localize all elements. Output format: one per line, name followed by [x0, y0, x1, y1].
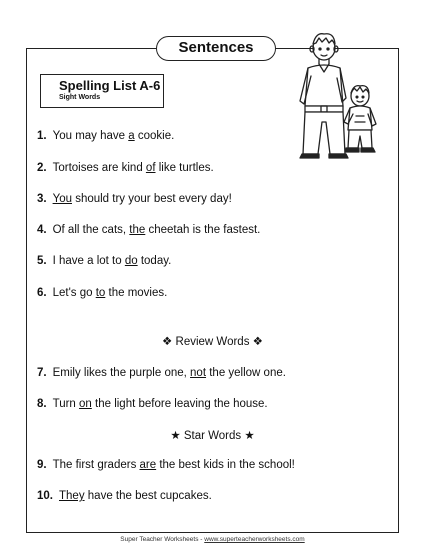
sentence-4: 4. Of all the cats, the cheetah is the fastest.	[37, 224, 261, 236]
sight-word: to	[95, 287, 106, 299]
footer-link[interactable]: www.superteacherworksheets.com	[204, 536, 305, 543]
sight-word: They	[59, 490, 85, 502]
sight-word: not	[190, 367, 207, 379]
sentence-9: 9. The first graders are the best kids in the school!	[37, 459, 295, 471]
sight-word: a	[128, 130, 135, 142]
sentence-number: 4.	[37, 224, 47, 236]
footer-text: Super Teacher Worksheets -	[120, 536, 205, 543]
spelling-list-title: Spelling List A-6	[59, 78, 161, 93]
sentence-number: 1.	[37, 130, 47, 142]
sentence-5: 5. I have a lot to do today.	[37, 255, 172, 267]
sentence-number: 9.	[37, 459, 47, 471]
spelling-list-box	[40, 74, 164, 108]
sentence-8: 8. Turn on the light before leaving the house.	[37, 398, 268, 410]
sentence-number: 10.	[37, 490, 53, 502]
sentence-10: 10. They have the best cupcakes.	[37, 490, 212, 502]
sentence-3: 3. You should try your best every day!	[37, 193, 232, 205]
page-title: Sentences	[156, 36, 276, 61]
sentence-number: 6.	[37, 287, 47, 299]
sentence-number: 3.	[37, 193, 47, 205]
footer	[0, 536, 425, 543]
sentence-6: 6. Let's go to the movies.	[37, 287, 168, 299]
sentence-1: 1. You may have a cookie.	[37, 130, 175, 142]
sight-word: the	[129, 224, 146, 236]
parent-child-illustration	[288, 26, 383, 161]
sentence-number: 5.	[37, 255, 47, 267]
star-words-heading: ★ Star Words ★	[170, 430, 255, 442]
sentence-2: 2. Tortoises are kind of like turtles.	[37, 162, 214, 174]
sight-word: are	[139, 459, 157, 471]
sentence-number: 8.	[37, 398, 47, 410]
sentence-7: 7. Emily likes the purple one, not the yellow one.	[37, 367, 286, 379]
review-words-heading: ❖ Review Words ❖	[162, 336, 263, 348]
sentence-number: 7.	[37, 367, 47, 379]
sight-word: on	[79, 398, 92, 410]
sight-word: You	[52, 193, 72, 205]
sight-word: of	[145, 162, 156, 174]
sight-word: do	[124, 255, 138, 267]
spelling-list-subtitle: Sight Words	[59, 94, 101, 101]
sentence-number: 2.	[37, 162, 47, 174]
